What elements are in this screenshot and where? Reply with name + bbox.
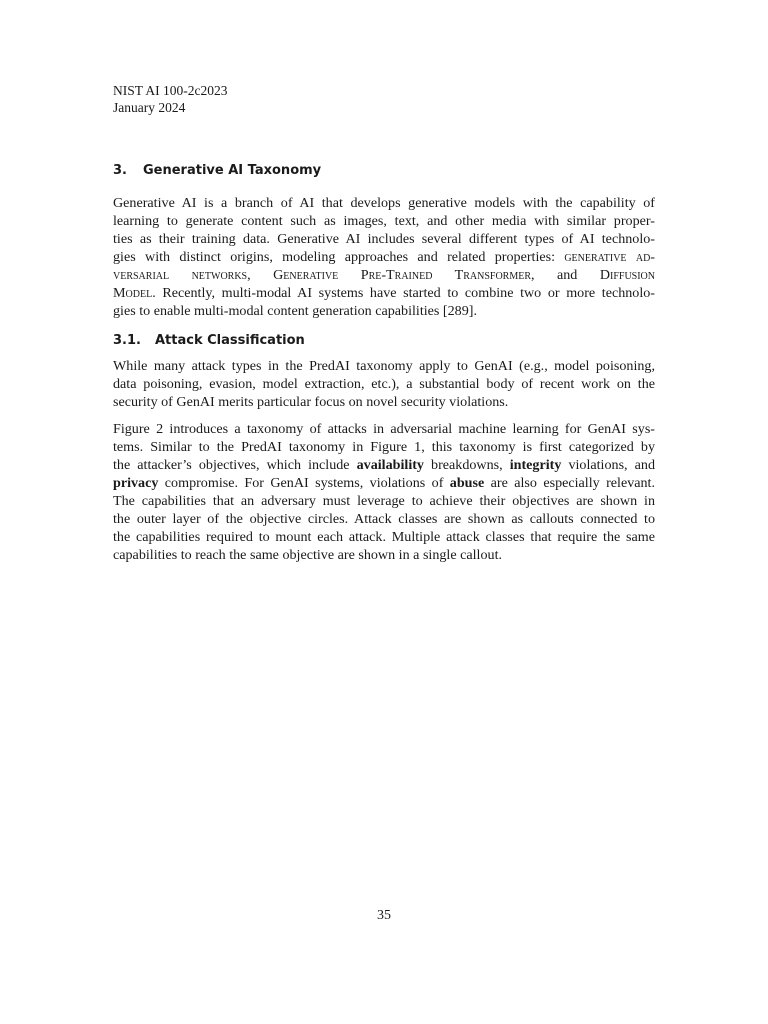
text-segment: are also especially relevant. (484, 475, 655, 491)
section-title: Generative AI Taxonomy (143, 163, 322, 178)
term-integrity: integrity (509, 457, 562, 473)
text-segment: compromise. For GenAI systems, violations of (158, 475, 450, 491)
section-number: 3.1. (113, 333, 141, 348)
text-line: data poisoning, evasion, model extraction, etc.), a substantial body of recent work on the (113, 376, 655, 392)
text-line: Figure 2 introduces a taxonomy of attacks in adversarial machine learning for GenAI sys- (113, 421, 655, 437)
text-segment: breakdowns, (423, 457, 510, 473)
text-line (113, 266, 655, 284)
paragraph-attack-types (113, 357, 655, 411)
text-line: the outer layer of the objective circles. Attack classes are shown as callouts connected to (113, 511, 655, 527)
term-abuse: abuse (449, 475, 485, 491)
text-segment: , and (531, 267, 600, 283)
text-segment: violations, and (561, 457, 655, 473)
text-segment: , (247, 267, 274, 283)
text-line: gies to enable multi-modal content generation capabilities [289]. (113, 303, 477, 319)
term-privacy: privacy (113, 475, 159, 491)
term-availability: availability (356, 457, 424, 473)
text-line: the capabilities required to mount each attack. Multiple attack classes that require the same (113, 529, 655, 545)
text-line (113, 284, 655, 302)
text-line: While many attack types in the PredAI taxonomy apply to GenAI (e.g., model poisoning, (113, 358, 655, 374)
text-line: Generative AI is a branch of AI that develops generative models with the capability of (113, 195, 655, 211)
text-line: The capabilities that an adversary must leverage to achieve their objectives are shown in (113, 493, 655, 509)
section-heading-3 (113, 162, 321, 179)
paragraph-taxonomy-figure (113, 420, 655, 564)
text-line: learning to generate content such as images, text, and other media with similar proper- (113, 213, 655, 229)
running-header (113, 82, 228, 116)
section-heading-3-1 (113, 332, 305, 349)
text-line: security of GenAI merits particular focus on novel security violations. (113, 394, 509, 410)
term-gan: versarial networks (113, 267, 248, 283)
paragraph-generative-ai (113, 194, 655, 320)
text-line (113, 456, 655, 474)
term-diffusion-model: Model (113, 285, 153, 301)
text-segment: the attacker’s objectives, which include (113, 457, 357, 473)
text-segment: . Recently, multi-modal AI systems have started to combine two or more technolo- (152, 285, 655, 301)
text-segment: gies with distinct origins, modeling approaches and related properties: (113, 249, 565, 265)
text-line (113, 474, 655, 492)
term-gan: generative ad- (564, 249, 655, 265)
text-line: tems. Similar to the PredAI taxonomy in Figure 1, this taxonomy is first categorized by (113, 439, 655, 455)
text-line: capabilities to reach the same objective are shown in a single callout. (113, 547, 503, 563)
document-id: NIST AI 100-2c2023 (113, 83, 228, 98)
page-number: 35 (377, 908, 391, 923)
text-line (113, 248, 655, 266)
term-diffusion-model: Diffusion (599, 267, 656, 283)
document-date: January 2024 (113, 100, 186, 115)
section-title: Attack Classification (155, 333, 305, 348)
text-line: ties as their training data. Generative AI includes several different types of AI technolo- (113, 231, 655, 247)
section-number: 3. (113, 163, 127, 178)
term-gpt: Generative Pre-Trained Transformer (273, 267, 532, 283)
